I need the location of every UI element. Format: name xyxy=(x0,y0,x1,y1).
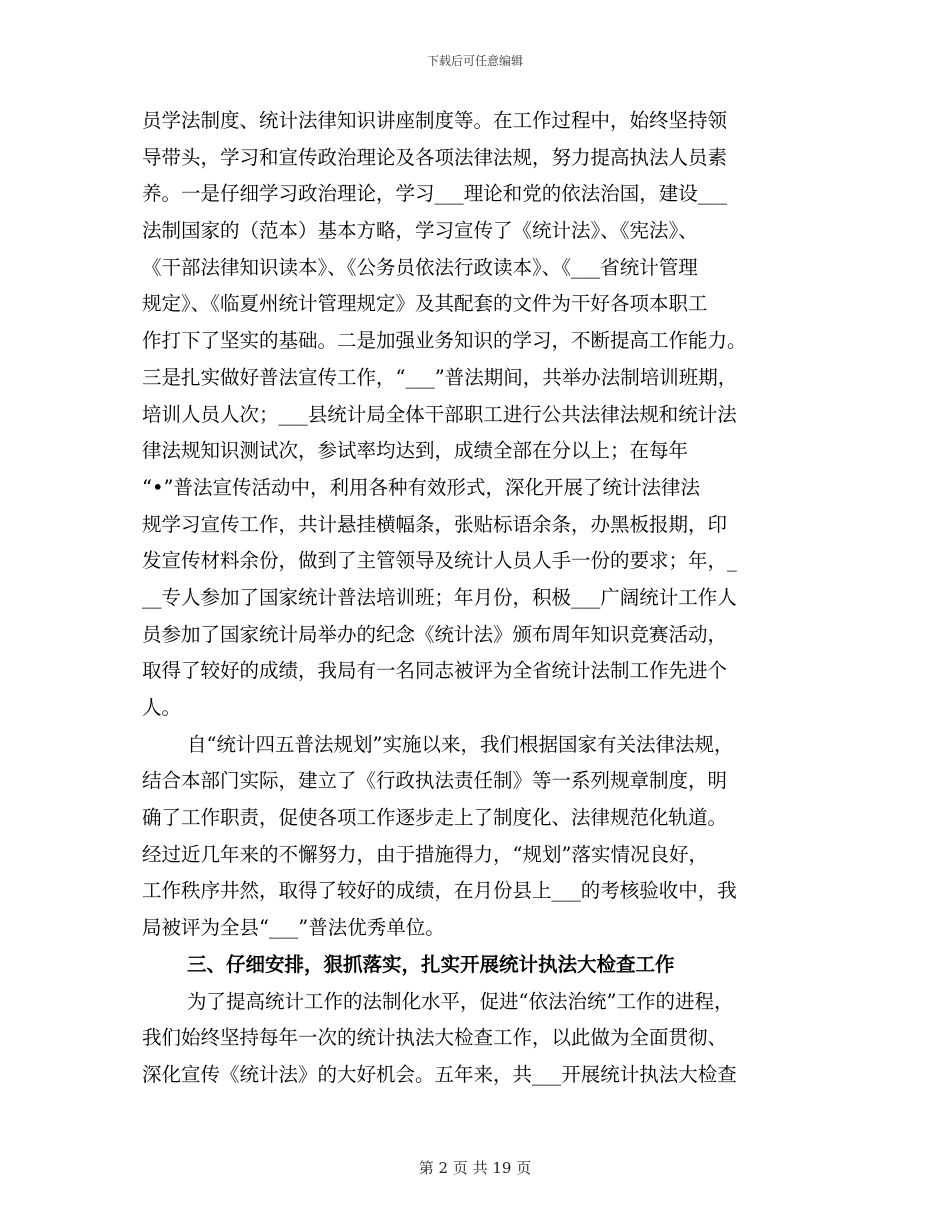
text-line: 自“统计四五普法规划”实施以来，我们根据国家有关法律法规， xyxy=(187,732,734,756)
text-line: 确了工作职责，促使各项工作逐步走上了制度化、法律规范化轨道。 xyxy=(142,806,728,830)
text-line: 规学习宣传工作，共计悬挂横幅条，张贴标语余条，办黑板报期，印 xyxy=(142,512,728,536)
text-line: 发宣传材料余份，做到了主管领导及统计人员人手一份的要求；年，_ xyxy=(142,549,737,573)
text-line: 律法规知识测试次，参试率均达到，成绩全部在分以上；在每年 xyxy=(142,439,689,463)
text-line: “•”普法宣传活动中，利用各种有效形式，深化开展了统计法律法 xyxy=(142,475,700,499)
text-line: 法制国家的（范本）基本方略，学习宣传了《统计法》、《宪法》、 xyxy=(142,219,698,243)
text-line: 员参加了国家统计局举办的纪念《统计法》颁布周年知识竞赛活动， xyxy=(142,622,728,646)
document-body xyxy=(142,103,812,1094)
text-line: 深化宣传《统计法》的大好机会。五年来，共___开展统计执法大检查 xyxy=(142,1062,737,1086)
text-line: 经过近几年来的不懈努力，由于措施得力，“规划”落实情况良好， xyxy=(142,842,708,866)
text-line: 培训人员人次；___县统计局全体干部职工进行公共法律法规和统计法 xyxy=(142,402,737,426)
text-line: __专人参加了国家统计普法培训班；年月份，积极___广阔统计工作人 xyxy=(142,585,737,609)
text-line: 养。一是仔细学习政治理论，学习___理论和党的依法治国，建设___ xyxy=(142,182,728,206)
text-line: 导带头，学习和宣传政治理论及各项法律法规，努力提高执法人员素 xyxy=(142,145,728,169)
text-line: 我们始终坚持每年一次的统计执法大检查工作，以此做为全面贯彻、 xyxy=(142,1026,728,1050)
text-line: 作打下了坚实的基础。二是加强业务知识的学习，不断提高工作能力。 xyxy=(142,329,747,353)
text-line: 员学法制度、统计法律知识讲座制度等。在工作过程中，始终坚持领 xyxy=(142,109,728,132)
page-header-note: 下载后可任意编辑 xyxy=(426,54,523,68)
text-line: 三是扎实做好普法宣传工作，“___”普法期间，共举办法制培训班期， xyxy=(142,365,738,389)
section-heading: 三、仔细安排，狠抓落实，扎实开展统计执法大检查工作 xyxy=(187,952,675,976)
text-line: 结合本部门实际，建立了《行政执法责任制》等一系列规章制度，明 xyxy=(142,769,728,793)
text-line: 为了提高统计工作的法制化水平，促进“依法治统”工作的进程， xyxy=(187,989,734,1013)
text-line: 规定》、《临夏州统计管理规定》及其配套的文件为干好各项本职工 xyxy=(142,292,708,316)
text-line: 局被评为全县“___”普法优秀单位。 xyxy=(142,916,445,940)
page-footer: 第 2 页 共 19 页 xyxy=(418,1159,532,1177)
text-line: 人。 xyxy=(142,696,182,719)
text-line: 取得了较好的成绩，我局有一名同志被评为全省统计法制工作先进个 xyxy=(142,659,728,683)
text-line: 《干部法律知识读本》、《公务员依法行政读本》、《___省统计管理 xyxy=(142,255,698,279)
text-line: 工作秩序井然，取得了较好的成绩，在月份县上___的考核验收中，我 xyxy=(142,879,737,903)
